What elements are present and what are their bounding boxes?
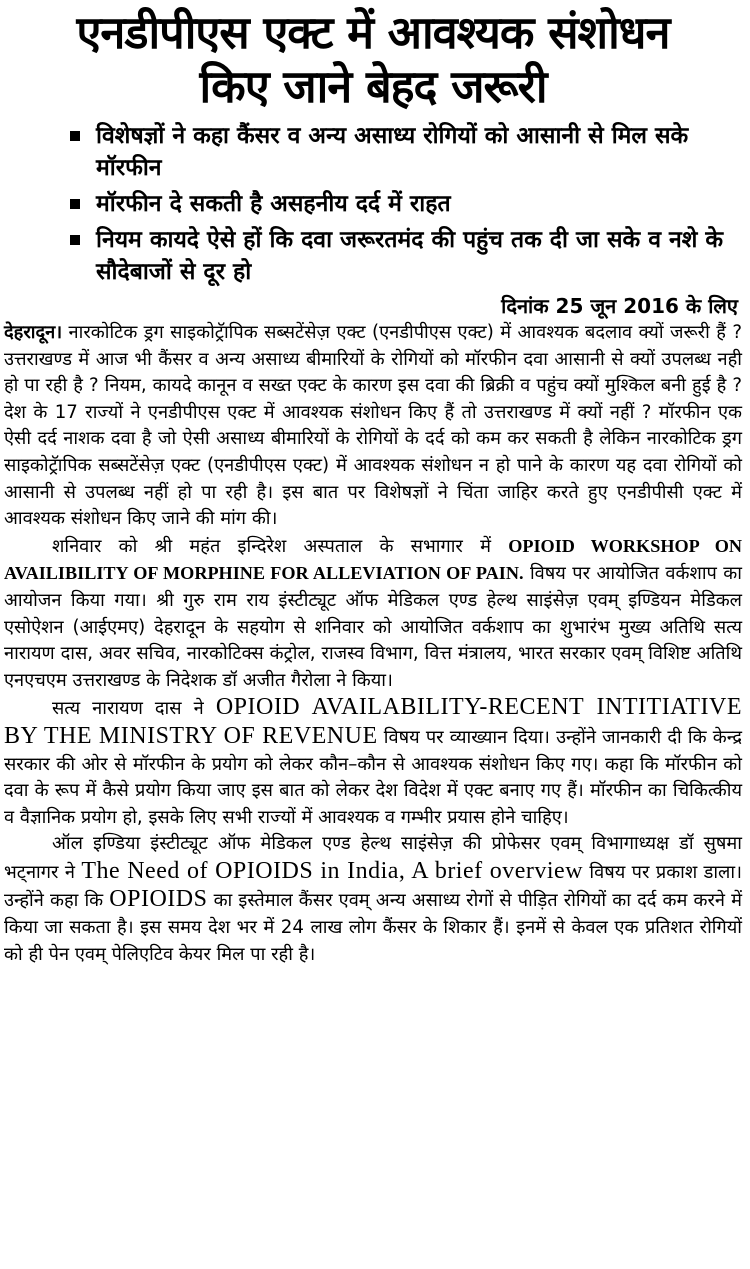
dateline: दिनांक 25 जून 2016 के लिए	[501, 294, 738, 318]
paragraph-text: का इस्तेमाल कैंसर एवम् अन्य असाध्य रोगों से पीड़ित रोगियों का दर्द कम करने में किया जा सकता है। इस समय देश भर में 24 लाख लोग कैंसर के शिकार हैं। इनमें से केवल एक प्रतिशत रोगियों को ही पेन एवम् पेलिएटिव केयर मिल पा रही है।	[4, 890, 742, 965]
paragraph-4	[4, 831, 742, 968]
lecture-title: OPIOID AVAILABILITY-RECENT INTITIATIVE BY THE MINISTRY OF REVENUE	[4, 694, 742, 749]
headline	[4, 6, 742, 114]
highlight-bullets	[4, 120, 742, 288]
bullet-item	[70, 120, 742, 184]
opioids-term: OPIOIDS	[109, 886, 208, 913]
paragraph-text: नारकोटिक ड्रग साइकोट्रॅापिक सब्सटेंसेज़ एक्ट (एनडीपीएस एक्ट) में आवश्यक बदलाव क्यों जरूरी हैं ? उत्तराखण्ड में आज भी कैंसर व अन्य असाध्य बीमारियों के रोगियों को मॉरफीन दवा आसानी से क्यों उपलब्ध नही हो पा रही है ? नियम, कायदे कानून व सख्त एक्ट के कारण इस दवा की ब्रिक्री व पहुंच क्यों मुश्किल बनी हुई है ? देश के 17 राज्यों ने एनडीपीएस एक्ट में आवश्यक संशोधन किए हैं तो उत्तराखण्ड में क्यों नहीं ? मॉरफीन एक ऐसी दर्द नाशक दवा है जो ऐसी असाध्य बीमारियों के रोगियों के दर्द को कम कर सकती है लेकिन नारकोटिक ड्रग साइकोट्रॅापिक सब्सटेंसेज़ एक्ट (एनडीपीएस एक्ट) में आवश्यक संशोधन न हो पाने के कारण यह दवा रोगियों को आसानी से उपलब्ध नहीं हो पा रही है। इस बात पर विशेषज्ञों ने चिंता जाहिर करते हुए एनडीपीसी एक्ट में आवश्यक संशोधन किए जाने की मांग की।	[4, 322, 742, 530]
paragraph-text: ऑल इण्डिया इंस्टीट्यूट ऑफ मेडिकल एण्ड हेल्थ साइंसेज़ की प्रोफेसर एवम् विभागाध्यक्ष डॉ सुषमा भट्नागर ने	[4, 833, 742, 883]
talk-title: The Need of OPIOIDS in India, A brief overview	[81, 857, 584, 884]
paragraph-2	[4, 533, 742, 695]
bullet-text: विशेषज्ञों ने कहा कैंसर व अन्य असाध्य रोगियों को आसानी से मिल सके मॉरफीन	[96, 123, 689, 181]
square-bullet-icon	[70, 131, 80, 141]
bullet-text: नियम कायदे ऐसे हों कि दवा जरूरतमंद की पहुंच तक दी जा सके व नशे के सौदेबाजों से दूर हो	[96, 227, 724, 285]
headline-line-2: किए जाने बेहद जरूरी	[199, 60, 547, 113]
headline-line-1: एनडीपीएस एक्ट में आवश्यक संशोधन	[76, 6, 670, 59]
bullet-item	[70, 188, 742, 220]
paragraph-text: शनिवार को श्री महंत इन्दिरेश अस्पताल के सभागार में	[52, 535, 509, 557]
bullet-text: मॉरफीन दे सकती है असहनीय दर्द में राहत	[96, 191, 451, 217]
place-lead: देहरादून।	[4, 322, 63, 343]
paragraph-text: विषय पर व्याख्यान दिया। उन्होंने जानकारी दी कि केन्द्र सरकार की ओर से मॉरफीन के प्रयोग को लेकर कौन–कौन से आवश्यक संशोधन किए गए। कहा कि मॉरफीन को दवा के रूप में कैसे प्रयोग किया जाए इस बात को लेकर देश विदेश में एक्ट बनाए गए हैं। मॉरफीन का चिकित्कीय व वैज्ञानिक प्रयोग हो, इसके लिए सभी राज्यों में आवश्यक व गम्भीर प्रयास होने चाहिए।	[4, 726, 743, 828]
paragraph-text: विषय पर आयोजित वर्कशाप का आयोजन किया गया। श्री गुरु राम राय इंस्टीट्यूट ऑफ मेडिकल एण्ड हेल्थ साइंसेज़ एवम् इण्डियन मेडिकल एसोऐशन (आईएमए) देहरादून के सहयोग से शनिवार को आयोजित वर्कशाप का शुभारंभ मुख्य अतिथि सत्य नारायण दास, अवर सचिव, नारकोटिक्स कंट्रोल, राजस्व विभाग, वित्त मंत्रालय, भारत सरकार एवम् विशिष्ट अतिथि एनएचएम उत्तराखण्ड के निदेशक डॉ अजीत गैरोला ने किया।	[4, 563, 742, 691]
workshop-title: OPIOID WORKSHOP ON AVAILIBILITY OF MORPHINE FOR ALLEVIATION OF PAIN.	[4, 535, 743, 584]
paragraph-text: सत्य नारायण दास ने	[52, 698, 216, 720]
paragraph-3	[4, 694, 742, 831]
article-body	[4, 320, 742, 968]
paragraph-text: विषय पर प्रकाश डाला। उन्होंने कहा कि	[4, 861, 742, 912]
bullet-item	[70, 224, 742, 288]
paragraph-1	[4, 320, 742, 533]
square-bullet-icon	[70, 235, 80, 245]
square-bullet-icon	[70, 199, 80, 209]
